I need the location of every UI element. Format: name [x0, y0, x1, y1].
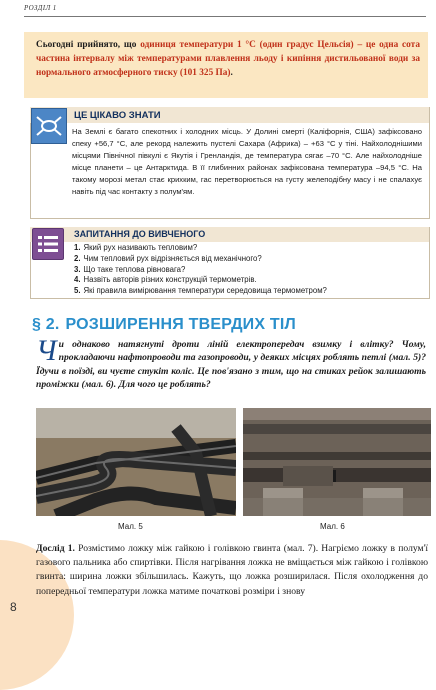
definition-suffix: . — [230, 68, 233, 79]
definition-prefix: Сьогодні прийнято, що — [36, 40, 141, 50]
header-rule — [24, 16, 426, 17]
question-text: Які правила вимірювання температури середовища термометром? — [83, 286, 327, 296]
interesting-facts-title: ЦЕ ЦІКАВО ЗНАТИ — [74, 110, 161, 121]
question-number: 1. — [74, 243, 81, 252]
question-text: Назвіть авторів різних конструкцій термометрів. — [83, 275, 257, 285]
rail-joint-photo — [243, 408, 431, 516]
list-item — [74, 243, 419, 254]
drop-cap: Ч — [36, 334, 57, 367]
section-heading — [32, 316, 302, 334]
list-item — [74, 275, 419, 286]
page-number: 8 — [10, 600, 17, 614]
chapter-header: РОЗДІЛ 1 — [24, 4, 57, 12]
list-item — [74, 286, 419, 297]
definition-highlight: одиниця температури 1 °С (один градус Цельсія) – це одна сота частина інтервалу між температурами плавлення льоду і кипіння дистильованої води за нормального атмосферного тиску (101 325 Па) — [36, 40, 420, 79]
question-text: Що таке теплова рівновага? — [83, 264, 186, 274]
definition-text — [36, 38, 420, 81]
question-number: 5. — [74, 286, 81, 296]
interesting-facts-text: На Землі є багато спекотних і холодних місць. У Долині смерті (Каліфорнія, США) зафіксовано спеку +56,7 °С, але рекорд належить пустелі Сахара (Африка) – +63 °С у тіні. Найхолоднішими місцями Північної півкулі є Якутія і Гренландія, де температура сягає –70 °С. Але найхолодніше місце планети – це Антарктида. В її глибинних районах зафіксована температура –94,5 °С. На такому морозі метал стає крихким, гас перетворюється на густу желеподібну масу і не спалахує навіть під час контакту з полум'ям. — [72, 127, 422, 196]
questions-list — [74, 243, 419, 297]
intro-text: и однаково натягнуті дроти ліній електропередач взимку і влітку? Чому, прокладаючи нафтопроводи та газопроводи, у деяких місцях роблять петлі (мал. 5)? Їдучи в поїзді, ви чуєте стукіт коліс. Це пов'язано з тим, що на стиках рейок залишають проміжки (мал. 6). Для чого це роблять? — [36, 339, 426, 391]
experiment-text: Розмістимо ложку між гайкою і голівкою гвинта (мал. 7). Нагріємо ложку в полум'ї газового пальника або спиртівки. Після нагрівання ложка не вміщається між гайкою і голівкою гвинта: ширина ложки збільшилась. Кажуть, що ложка розширилася. Після охолодження до попередньої температури ложка матиме початкові розміри і знову — [36, 543, 428, 597]
list-item — [74, 254, 419, 265]
satellite-icon — [31, 108, 67, 144]
question-text: Який рух називають тепловим? — [83, 243, 198, 252]
figure-caption-6: Мал. 6 — [320, 522, 345, 531]
pipeline-photo — [36, 408, 236, 516]
experiment-lead: Дослід 1. — [36, 543, 75, 554]
question-text: Чим тепловий рух відрізняється від механічного? — [83, 253, 262, 263]
figure-caption-5: Мал. 5 — [118, 522, 143, 531]
intro-paragraph — [36, 334, 426, 392]
question-number: 2. — [74, 253, 81, 263]
section-title: РОЗШИРЕННЯ ТВЕРДИХ ТІЛ — [65, 316, 296, 333]
list-item — [74, 265, 419, 276]
experiment-paragraph — [36, 542, 428, 599]
question-number: 4. — [74, 275, 81, 285]
question-number: 3. — [74, 264, 81, 274]
section-number: § 2. — [32, 316, 60, 333]
questions-title: ЗАПИТАННЯ ДО ВИВЧЕНОГО — [74, 229, 206, 239]
list-icon — [32, 228, 64, 260]
